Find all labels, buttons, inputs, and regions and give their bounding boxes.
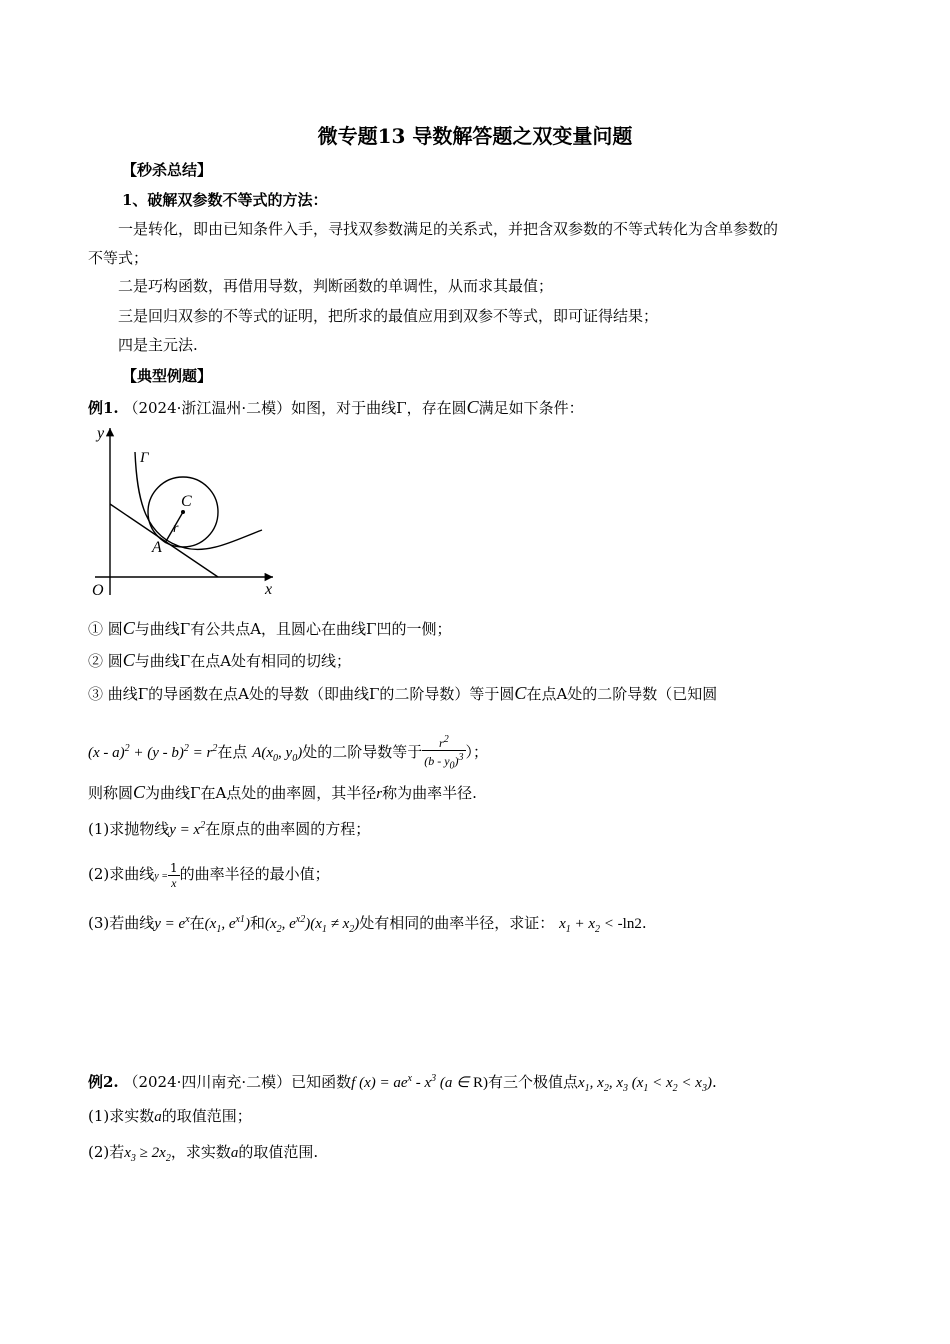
summary-p4: 四是主元法. bbox=[118, 336, 198, 354]
tangent-line bbox=[110, 504, 218, 577]
ex1-condition-1: ① 圆C与曲线Γ有公共点A，且圆心在曲线Γ凹的一侧； bbox=[88, 618, 452, 638]
summary-p1b: 不等式； bbox=[88, 249, 149, 267]
summary-p3: 三是回归双参的不等式的证明，把所求的最值应用到双参不等式，即可证得结果； bbox=[118, 307, 659, 325]
page-title: 微专题13 导数解答题之双变量问题 bbox=[317, 124, 633, 148]
label-y: y bbox=[97, 425, 105, 442]
ex1-intro: 例1. （2024·浙江温州·二模）如图，对于曲线Γ，存在圆C满足如下条件： bbox=[88, 397, 584, 417]
label-r: r bbox=[173, 521, 179, 536]
ex1-condition-3: ③ 曲线Γ的导函数在点A处的导数（即曲线Γ的二阶导数）等于圆C在点A处的二阶导数（已知圆 bbox=[88, 683, 718, 703]
ex2-intro: 例2. （2024·四川南充·二模）已知函数f $(x) = ae^x - x^3$ (a ∈ R)有三个极值点$x_1$, $x_2$, $x_3$ $(x_1 < x_2 < x_3)$. bbox=[88, 1073, 717, 1094]
ex1-condition-2: ② 圆C与曲线Γ在点A处有相同的切线； bbox=[88, 650, 352, 670]
ex1-question-3: (3)若曲线$y = e^x$在($x_1$, $e^{x1}$)和($x_2$, $e^{x2})(x_1 \ne x_2)$处有相同的曲率半径，求证： $x_1 + x_2 < -\ln 2$. bbox=[88, 914, 647, 935]
summary-subheading: 1、破解双参数不等式的方法： bbox=[122, 191, 328, 209]
ex1-source: （2024·浙江温州·二模）如图，对于曲线Γ，存在圆 bbox=[123, 399, 467, 417]
summary-p1a: 一是转化，即由已知条件入手，寻找双参数满足的关系式，并把含双参数的不等式转化为含单参数的 bbox=[118, 220, 779, 238]
ex2-label: 例2. bbox=[88, 1073, 119, 1091]
label-o: O bbox=[92, 582, 104, 599]
summary-heading: 【秒杀总结】 bbox=[122, 161, 213, 179]
examples-heading: 【典型例题】 bbox=[122, 367, 213, 385]
ex1-condition-3-formula: $(x - a)^2 + (y - b)^2 = r^2$在点 $A(x_0$, $y_0$)处的二阶导数等于 $\frac{r^2}{(b - y_0)^3}$ ）； bbox=[88, 734, 489, 772]
curve-gamma bbox=[135, 452, 262, 549]
label-a: A bbox=[152, 539, 162, 556]
label-x: x bbox=[265, 581, 273, 598]
ex1-label: 例1. bbox=[88, 399, 119, 417]
label-c: C bbox=[181, 493, 192, 510]
ex1-question-1: (1)求抛物线$y = x^2$在原点的曲率圆的方程； bbox=[88, 820, 371, 838]
ex1-definition: 则称圆C为曲线Γ在A点处的曲率圆，其半径r称为曲率半径. bbox=[88, 782, 477, 802]
center-point bbox=[181, 510, 185, 514]
ex1-tail: 满足如下条件： bbox=[478, 399, 584, 417]
ex2-question-2: (2)若$x_3 \ge 2x_2$，求实数a的取值范围. bbox=[88, 1143, 319, 1164]
ex1-question-2: (2)求曲线y = $\frac{1}{x}$ 的曲率半径的最小值； bbox=[88, 860, 330, 890]
curvature-figure bbox=[85, 420, 285, 605]
summary-p2: 二是巧构函数，再借用导数，判断函数的单调性，从而求其最值； bbox=[118, 277, 554, 295]
label-gamma: Γ bbox=[140, 450, 149, 466]
ex2-question-1: (1)求实数a的取值范围； bbox=[88, 1107, 252, 1125]
